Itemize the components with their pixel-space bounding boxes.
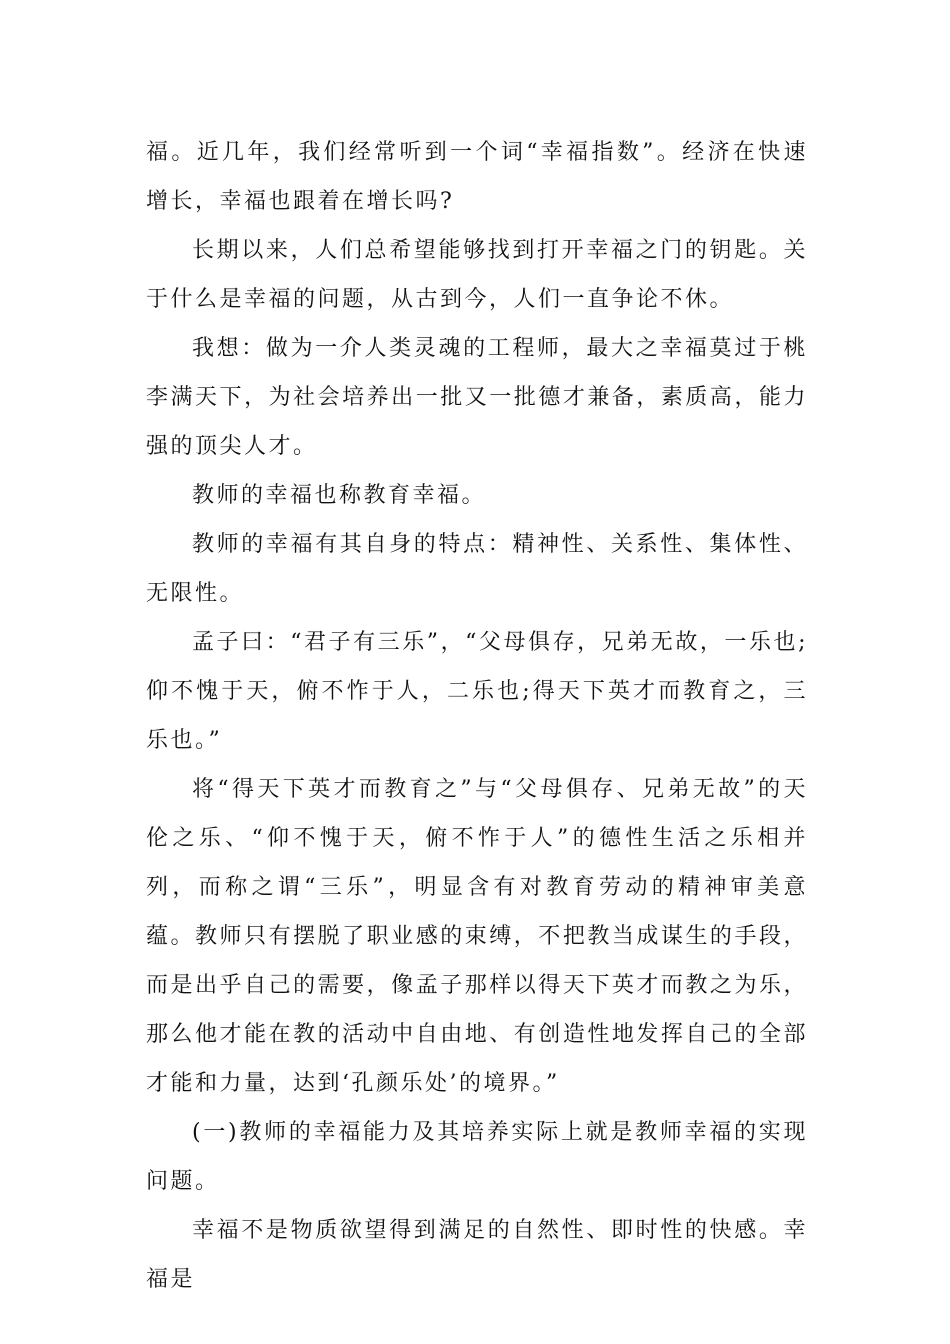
paragraph-4: 教师的幸福也称教育幸福。: [192, 483, 487, 508]
document-body: [146, 128, 808, 1304]
paragraph-3: 我想：做为一介人类灵魂的工程师，最大之幸福莫过于桃李满天下，为社会培养出一批又一批德才兼备，素质高，能力强的顶尖人才。: [146, 336, 808, 459]
paragraph-7: 将“得天下英才而教育之”与“父母俱存、兄弟无故”的天伦之乐、“仰不愧于天，俯不怍于人”的德性生活之乐相并列，而称之谓“三乐”，明显含有对教育劳动的精神审美意蕴。教师只有摆脱了职业感的束缚，不把教当成谋生的手段，而是出乎自己的需要，像孟子那样以得天下英才而教之为乐，那么他才能在教的活动中自由地、有创造性地发挥自己的全部才能和力量，达到‘孔颜乐处’的境界。”: [146, 777, 808, 1096]
paragraph-8: (一)教师的幸福能力及其培养实际上就是教师幸福的实现问题。: [146, 1120, 808, 1194]
paragraph-2: 长期以来，人们总希望能够找到打开幸福之门的钥匙。关于什么是幸福的问题，从古到今，人们一直争论不休。: [146, 238, 808, 312]
paragraph-5: 教师的幸福有其自身的特点：精神性、关系性、集体性、无限性。: [146, 532, 808, 606]
paragraph-1: 福。近几年，我们经常听到一个词“幸福指数”。经济在快速增长，幸福也跟着在增长吗?: [146, 140, 808, 214]
paragraph-9: 幸福不是物质欲望得到满足的自然性、即时性的快感。幸福是: [146, 1218, 808, 1292]
paragraph-6: 孟子曰：“君子有三乐”，“父母俱存，兄弟无故，一乐也;仰不愧于天，俯不怍于人，二乐也;得天下英才而教育之，三乐也。”: [146, 630, 808, 753]
